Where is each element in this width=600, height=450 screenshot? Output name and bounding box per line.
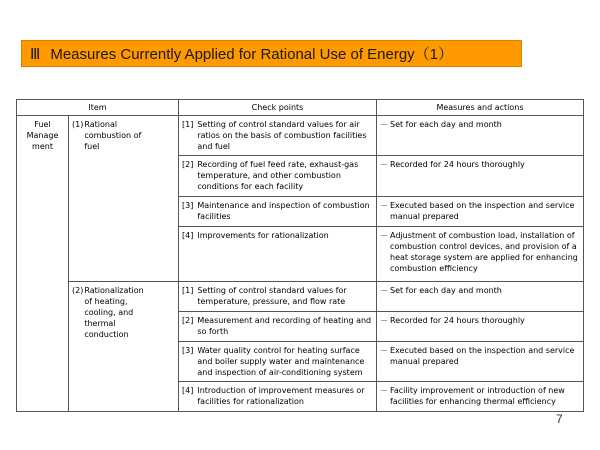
measure-cell [377,382,584,412]
measure-text: Recorded for 24 hours thoroughly [390,316,525,325]
table-header-row [17,100,584,116]
measure-text: Facility improvement or introduction of new facilities for enhancing thermal efficiency [390,386,565,406]
measure-dash: － [380,346,388,355]
subitem-number: (1) [72,120,84,129]
measure-text: Executed based on the inspection and service manual prepared [390,201,575,221]
check-point-cell [179,116,377,156]
check-point-cell [179,227,377,282]
check-point-text: Setting of control standard values for air ratios on the basis of combustion facilities and fuel [197,120,367,151]
measure-dash: － [380,286,388,295]
measure-cell [377,312,584,342]
check-point-cell [179,156,377,197]
measure-text: Set for each day and month [390,286,502,295]
measure-cell [377,116,584,156]
measure-dash: － [380,316,388,325]
page-number: 7 [556,412,563,426]
measure-text: Set for each day and month [390,120,502,129]
measure-cell [377,282,584,312]
table-row [17,282,584,312]
measure-cell [377,156,584,197]
measure-text: Recorded for 24 hours thoroughly [390,160,525,169]
check-point-text: Recording of fuel feed rate, exhaust-gas temperature, and other combustion conditions for each facility [197,160,359,191]
header-item: Item [17,100,179,116]
check-point-cell [179,312,377,342]
subitem-label: Rational combustion of fuel [84,120,142,151]
measure-dash: － [380,201,388,210]
measure-dash: － [380,160,388,169]
check-point-number: [3] [182,201,194,210]
check-point-text: Measurement and recording of heating and so forth [197,316,372,336]
check-point-number: [1] [182,120,194,129]
check-point-cell [179,282,377,312]
check-point-cell [179,342,377,382]
check-point-number: [3] [182,346,194,355]
header-check-points: Check points [179,100,377,116]
check-point-text: Introduction of improvement measures or facilities for rationalization [197,386,365,406]
measure-text: Executed based on the inspection and service manual prepared [390,346,575,366]
check-point-cell [179,382,377,412]
check-point-text: Maintenance and inspection of combustion facilities [197,201,370,221]
check-point-number: [4] [182,386,194,395]
check-point-text: Improvements for rationalization [197,231,329,240]
check-point-number: [1] [182,286,194,295]
slide-title-bar [21,40,522,67]
check-point-text: Setting of control standard values for temperature, pressure, and flow rate [197,286,347,306]
table-row [17,116,584,156]
check-point-text: Water quality control for heating surface and boiler supply water and maintenance and inspection of air-conditioning system [197,346,365,377]
subitem-cell [69,116,179,282]
check-point-number: [4] [182,231,194,240]
energy-measures-table [16,99,584,412]
section-numeral: Ⅲ [30,45,41,63]
measure-cell [377,342,584,382]
check-point-number: [2] [182,316,194,325]
table-body [17,116,584,412]
header-measures-actions: Measures and actions [377,100,584,116]
category-cell: Fuel Manage ment [17,116,69,412]
slide-title: Measures Currently Applied for Rational Use of Energy（1） [50,46,454,63]
subitem-cell [69,282,179,412]
measure-dash: － [380,386,388,395]
measure-cell [377,227,584,282]
measure-dash: － [380,231,388,240]
measure-dash: － [380,120,388,129]
check-point-number: [2] [182,160,194,169]
subitem-number: (2) [72,286,84,295]
measure-text: Adjustment of combustion load, installation of combustion control devices, and provision of a heat storage system are applied for enhancing combustion efficiency [390,231,578,273]
measure-cell [377,197,584,227]
check-point-cell [179,197,377,227]
subitem-label: Rationalization of heating, cooling, and thermal conduction [84,286,144,339]
